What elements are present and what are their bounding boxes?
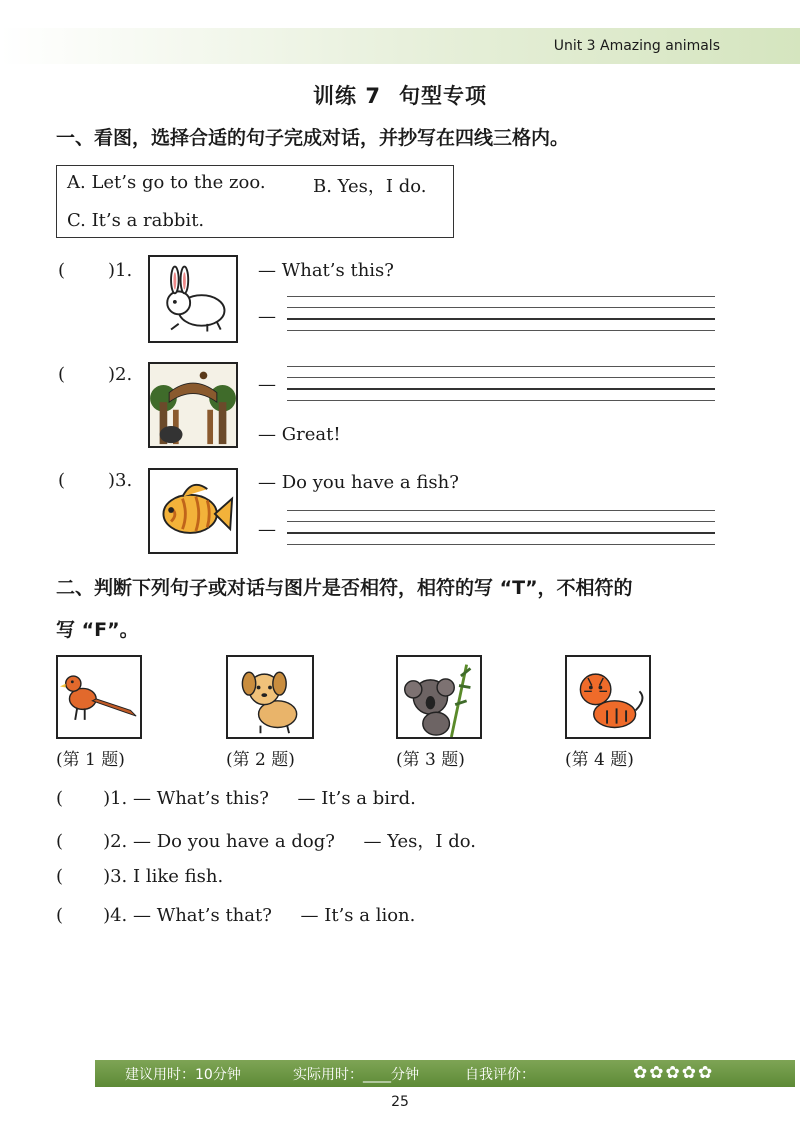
item1-line1: — What’s this? (258, 260, 394, 281)
page-number: 25 (391, 1094, 409, 1110)
section2-heading-line2: 写 “F”。 (56, 619, 139, 641)
judge-item-2: ( )2. — Do you have a dog? — Yes，I do. (56, 831, 477, 852)
item2-line1: — (258, 374, 276, 395)
answer-paren: ( (58, 364, 66, 385)
unit-label: Unit 3 Amazing animals (553, 38, 720, 54)
dog-icon (228, 657, 312, 737)
caption-4: (第 4 题) (565, 750, 634, 770)
item2-line2: — Great! (258, 424, 341, 445)
footer-bar (95, 1060, 795, 1087)
rabbit-picture (148, 255, 238, 343)
item3-line1: — Do you have a fish? (258, 472, 459, 493)
answer-paren: ( (58, 260, 66, 281)
item-number: )1. (108, 260, 133, 281)
item3-line2: — (258, 519, 276, 540)
section1-heading: 一、看图，选择合适的句子完成对话，并抄写在四线三格内。 (56, 127, 570, 149)
four-line-grid (287, 510, 715, 546)
koala-picture (396, 655, 482, 739)
option-b: B. Yes，I do. (313, 176, 427, 197)
page-title (0, 80, 800, 110)
section2-heading: 二、判断下列句子或对话与图片是否相符，相符的写 “T”，不相符的 (56, 577, 633, 599)
four-line-grid (287, 366, 715, 402)
item-number: )2. (108, 364, 133, 385)
bird-picture (56, 655, 142, 739)
judge-item-4: ( )4. — What’s that? — It’s a lion. (56, 905, 416, 926)
title-part1: 训练 7 (313, 84, 381, 108)
item1-line2: — (258, 306, 276, 327)
option-c: C. It’s a rabbit. (67, 210, 205, 231)
item-number: )3. (108, 470, 133, 491)
bird-icon (58, 657, 140, 737)
zoo-gate-icon (150, 364, 236, 446)
tiger-icon (567, 657, 649, 737)
zoo-gate-picture (148, 362, 238, 448)
judge-item-3: ( )3. I like fish. (56, 866, 224, 887)
title-part2: 句型专项 (398, 84, 487, 108)
koala-icon (398, 657, 480, 737)
option-box (56, 165, 454, 238)
fish-picture (148, 468, 238, 554)
self-eval-label: 自我评价： (465, 1067, 535, 1083)
actual-time: 实际用时：____分钟 (293, 1067, 419, 1083)
answer-paren: ( (58, 470, 66, 491)
four-line-grid (287, 296, 715, 332)
option-a: A. Let’s go to the zoo. (67, 172, 266, 193)
dog-picture (226, 655, 314, 739)
flower-rating-icon: ✿✿✿✿✿ (633, 1063, 715, 1083)
fish-icon (150, 470, 236, 552)
caption-1: (第 1 题) (56, 750, 125, 770)
caption-2: (第 2 题) (226, 750, 295, 770)
tiger-picture (565, 655, 651, 739)
rabbit-icon (150, 257, 236, 341)
caption-3: (第 3 题) (396, 750, 465, 770)
judge-item-1: ( )1. — What’s this? — It’s a bird. (56, 788, 416, 809)
suggested-time: 建议用时：10分钟 (125, 1067, 241, 1083)
